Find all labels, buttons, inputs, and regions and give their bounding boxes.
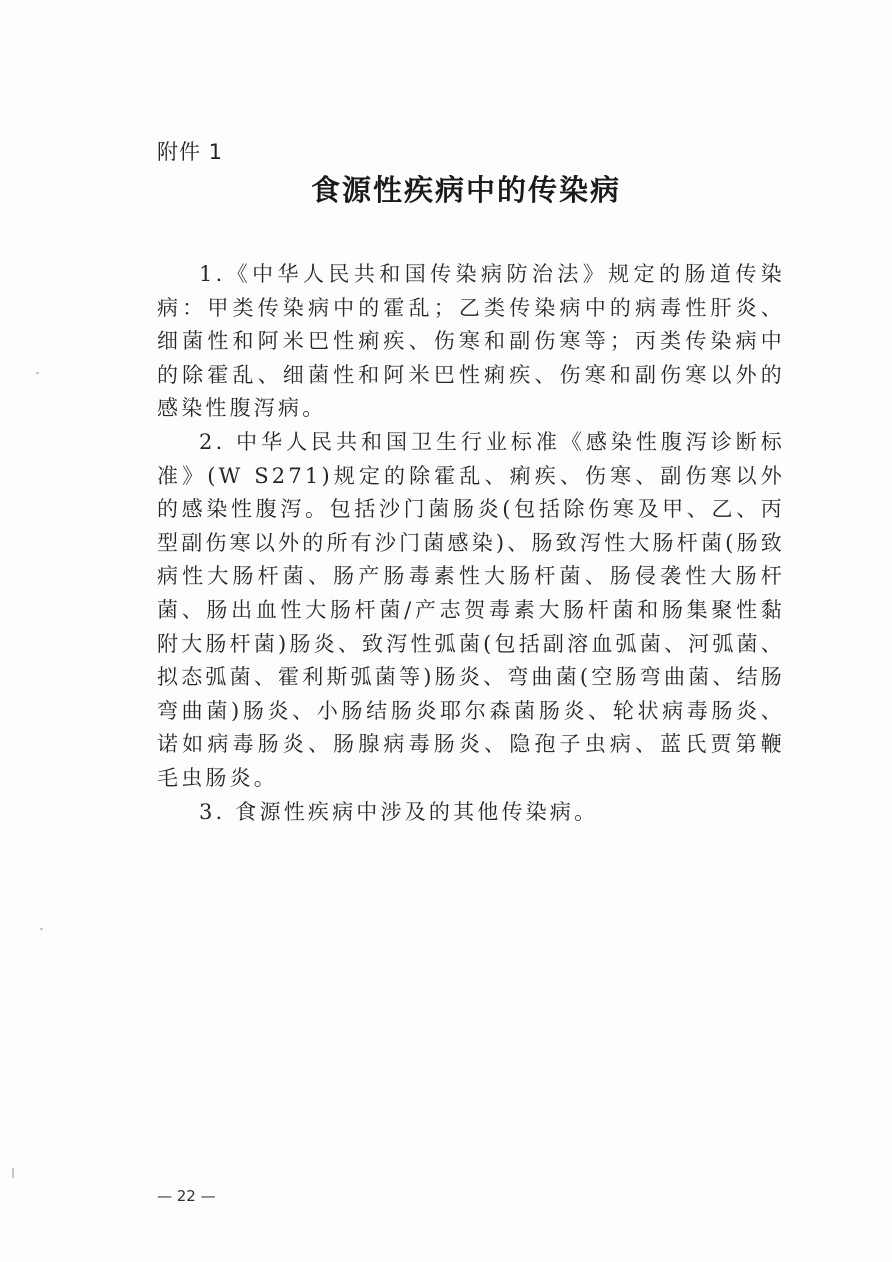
scan-speck bbox=[36, 372, 39, 374]
page-title: 食源性疾病中的传染病 bbox=[310, 173, 621, 207]
paragraph-1: 1.《中华人民共和国传染病防治法》规定的肠道传染病：甲类传染病中的霍乱；乙类传染病中的病毒性肝炎、细菌性和阿米巴性痢疾、伤寒和副伤寒等；丙类传染病中的除霍乱、细菌性和阿米巴性痢疾、伤寒和副伤寒以外的感染性腹泻病。 bbox=[157, 262, 785, 421]
paragraph-2: 2. 中华人民共和国卫生行业标准《感染性腹泻诊断标准》(W S271)规定的除霍乱、痢疾、伤寒、副伤寒以外的感染性腹泻。包括沙门菌肠炎(包括除伤寒及甲、乙、丙型副伤寒以外的所有沙门菌感染)、肠致泻性大肠杆菌(肠致病性大肠杆菌、肠产肠毒素性大肠杆菌、肠侵袭性大肠杆菌、肠出血性大肠杆菌/产志贺毒素大肠杆菌和肠集聚性黏附大肠杆菌)肠炎、致泻性弧菌(包括副溶血弧菌、河弧菌、拟态弧菌、霍利斯弧菌等)肠炎、弯曲菌(空肠弯曲菌、结肠弯曲菌)肠炎、小肠结肠炎耶尔森菌肠炎、轮状病毒肠炎、诺如病毒肠炎、肠腺病毒肠炎、隐孢子虫病、蓝氏贾第鞭毛虫肠炎。 bbox=[157, 429, 785, 790]
page-number: — 22 — bbox=[157, 1187, 216, 1205]
scan-speck bbox=[12, 1168, 14, 1178]
attachment-label: 附件 1 bbox=[157, 140, 224, 164]
scan-speck bbox=[40, 928, 43, 930]
paragraph-3: 3. 食源性疾病中涉及的其他传染病。 bbox=[199, 799, 599, 824]
document-body bbox=[157, 258, 785, 829]
